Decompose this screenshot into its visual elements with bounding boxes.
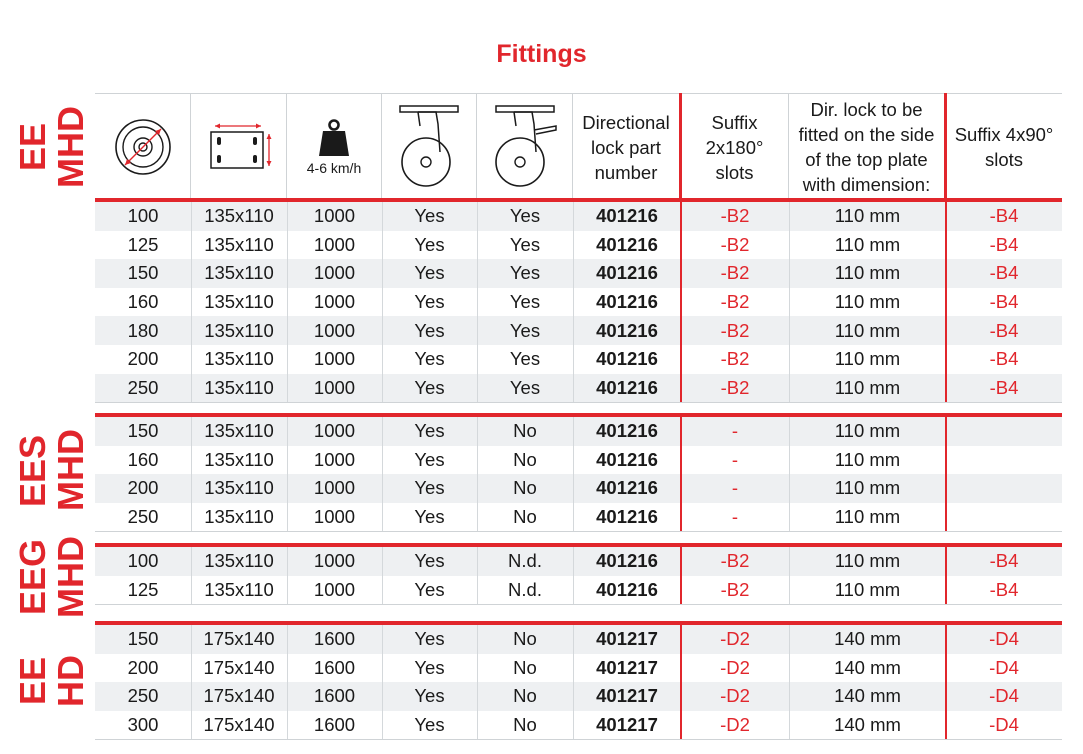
column-separator (680, 417, 682, 531)
column-separator (191, 625, 192, 739)
cell-brake: No (513, 477, 537, 499)
column-separator (789, 202, 790, 402)
column-separator (789, 547, 790, 604)
cell-dir-lock-part: 401216 (596, 348, 658, 370)
column-separator (573, 202, 574, 402)
cell-brake: Yes (509, 348, 541, 370)
cell-load-capacity: 1000 (313, 376, 356, 398)
column-separator (477, 202, 478, 402)
wheel-diameter-icon (113, 117, 173, 177)
cell-suffix-90: -B4 (989, 233, 1019, 255)
cell-wheel-diameter: 160 (127, 448, 159, 470)
cell-brake: N.d. (508, 550, 542, 572)
cell-suffix-180: -B2 (720, 291, 750, 313)
cell-load-capacity: 1600 (313, 656, 356, 678)
cell-brake: No (513, 448, 537, 470)
cell-wheel-diameter: 200 (127, 348, 159, 370)
cell-suffix-90: -B4 (989, 550, 1019, 572)
cell-suffix-90: -D4 (989, 656, 1019, 678)
cell-dir-lock-part: 401216 (596, 291, 658, 313)
column-separator (945, 417, 947, 531)
cell-swivel: Yes (414, 205, 445, 227)
cell-dimension: 140 mm (834, 714, 901, 736)
cell-swivel: Yes (414, 376, 445, 398)
table-row (95, 625, 1062, 654)
header-swivel (382, 93, 477, 201)
column-separator (382, 547, 383, 604)
cell-swivel: Yes (414, 714, 445, 736)
cell-load-capacity: 1600 (313, 714, 356, 736)
cell-swivel: Yes (414, 685, 445, 707)
cell-suffix-90: -D4 (989, 714, 1019, 736)
cell-plate-size: 135x110 (204, 376, 274, 398)
cell-wheel-diameter: 180 (127, 319, 159, 341)
cell-plate-size: 135x110 (204, 420, 274, 442)
cell-suffix-90: -D4 (989, 628, 1019, 650)
cell-plate-size: 175x140 (203, 685, 275, 707)
column-separator (573, 547, 574, 604)
column-separator (191, 547, 192, 604)
cell-dir-lock-part: 401216 (596, 506, 658, 528)
cell-plate-size: 135x110 (204, 233, 274, 255)
cell-swivel: Yes (414, 550, 445, 572)
cell-suffix-180: - (731, 477, 739, 499)
cell-load-capacity: 1000 (313, 262, 356, 284)
cell-suffix-180: -D2 (720, 714, 750, 736)
column-separator (945, 547, 947, 604)
cell-wheel-diameter: 125 (127, 233, 159, 255)
cell-load-capacity: 1000 (313, 550, 356, 572)
cell-suffix-90: -D4 (989, 685, 1019, 707)
cell-dimension: 110 mm (834, 550, 901, 572)
header-load (287, 93, 382, 201)
cell-dir-lock-part: 401216 (596, 448, 658, 470)
column-separator (191, 417, 192, 531)
cell-dir-lock-part: 401216 (596, 550, 658, 572)
cell-plate-size: 135x110 (204, 291, 274, 313)
cell-load-capacity: 1000 (313, 477, 356, 499)
group-bottom-border (95, 531, 1062, 532)
cell-load-capacity: 1000 (313, 348, 356, 370)
table-row (95, 474, 1062, 503)
cell-suffix-90: -B4 (989, 348, 1019, 370)
cell-load-capacity: 1600 (313, 685, 356, 707)
cell-brake: Yes (509, 319, 541, 341)
cell-dimension: 110 mm (834, 578, 901, 600)
cell-plate-size: 175x140 (203, 656, 275, 678)
cell-plate-size: 135x110 (204, 205, 274, 227)
cell-wheel-diameter: 200 (127, 656, 159, 678)
table-row (95, 316, 1062, 345)
table-group (95, 202, 1062, 402)
cell-wheel-diameter: 160 (127, 291, 159, 313)
cell-swivel: Yes (414, 291, 445, 313)
header-suffix-90: Suffix 4x90° slots (954, 124, 1054, 170)
load-speed-label: 4-6 km/h (306, 159, 362, 176)
column-separator (573, 417, 574, 531)
cell-brake: Yes (509, 291, 541, 313)
cell-dir-lock-part: 401216 (596, 262, 658, 284)
cell-dimension: 110 mm (834, 262, 901, 284)
cell-dimension: 140 mm (834, 685, 901, 707)
table-row (95, 654, 1062, 683)
table-header (95, 93, 1062, 201)
column-separator (945, 625, 947, 739)
cell-swivel: Yes (414, 262, 445, 284)
swivel-castor-icon (396, 104, 462, 190)
cell-dimension: 110 mm (834, 376, 901, 398)
column-separator (191, 202, 192, 402)
cell-brake: Yes (509, 233, 541, 255)
cell-brake: Yes (509, 205, 541, 227)
column-separator (477, 417, 478, 531)
cell-plate-size: 135x110 (204, 477, 274, 499)
cell-wheel-diameter: 150 (127, 262, 159, 284)
table-row (95, 547, 1062, 576)
series-label-line1: EEG (12, 538, 53, 616)
cell-suffix-180: -B2 (720, 262, 750, 284)
header-wheel (95, 93, 191, 201)
cell-suffix-180: -D2 (720, 656, 750, 678)
cell-dir-lock-part: 401216 (596, 376, 658, 398)
series-label-line1: EE (12, 656, 53, 706)
cell-swivel: Yes (414, 420, 445, 442)
cell-load-capacity: 1000 (313, 291, 356, 313)
cell-dir-lock-part: 401216 (596, 319, 658, 341)
cell-swivel: Yes (414, 233, 445, 255)
cell-brake: No (513, 714, 537, 736)
series-label (10, 412, 94, 529)
cell-plate-size: 135x110 (204, 448, 274, 470)
cell-load-capacity: 1000 (313, 319, 356, 341)
cell-swivel: Yes (414, 319, 445, 341)
table-row (95, 711, 1062, 740)
cell-swivel: Yes (414, 348, 445, 370)
cell-brake: No (513, 685, 537, 707)
table-row (95, 682, 1062, 711)
cell-suffix-180: -B2 (720, 319, 750, 341)
cell-plate-size: 135x110 (204, 578, 274, 600)
cell-dimension: 110 mm (834, 205, 901, 227)
group-bottom-border (95, 402, 1062, 403)
cell-suffix-180: -B2 (720, 348, 750, 370)
series-label-line2: MHD (50, 106, 91, 188)
cell-load-capacity: 1000 (313, 420, 356, 442)
cell-dir-lock-part: 401216 (596, 578, 658, 600)
table-row (95, 345, 1062, 374)
cell-dimension: 110 mm (834, 291, 901, 313)
column-separator (945, 202, 947, 402)
table-row (95, 202, 1062, 231)
series-label (10, 620, 94, 742)
series-label-line2: HD (50, 655, 91, 707)
table-group (95, 417, 1062, 531)
cell-dimension: 110 mm (834, 506, 901, 528)
page-title: Fittings (496, 40, 587, 68)
cell-brake: Yes (509, 262, 541, 284)
cell-wheel-diameter: 300 (127, 714, 159, 736)
cell-wheel-diameter: 250 (127, 685, 159, 707)
cell-plate-size: 135x110 (204, 506, 274, 528)
cell-load-capacity: 1600 (313, 628, 356, 650)
cell-brake: No (513, 656, 537, 678)
cell-suffix-180: -B2 (720, 376, 750, 398)
cell-dimension: 110 mm (834, 233, 901, 255)
cell-load-capacity: 1000 (313, 578, 356, 600)
series-label-line1: EE (12, 122, 53, 172)
cell-swivel: Yes (414, 448, 445, 470)
series-label (10, 93, 94, 201)
header-plate (191, 93, 287, 201)
table-row (95, 231, 1062, 260)
cell-suffix-90: -B4 (989, 262, 1019, 284)
cell-brake: No (513, 628, 537, 650)
cell-swivel: Yes (414, 477, 445, 499)
cell-load-capacity: 1000 (313, 233, 356, 255)
column-separator (382, 417, 383, 531)
cell-brake: Yes (509, 376, 541, 398)
cell-dir-lock-part: 401216 (596, 233, 658, 255)
column-separator (287, 417, 288, 531)
table-row (95, 288, 1062, 317)
cell-suffix-180: -B2 (720, 205, 750, 227)
cell-plate-size: 135x110 (204, 262, 274, 284)
cell-suffix-180: - (731, 448, 739, 470)
top-plate-dimension-icon (203, 122, 275, 172)
series-label-line2: MHD (50, 429, 91, 512)
cell-dir-lock-part: 401217 (596, 685, 658, 707)
cell-swivel: Yes (414, 506, 445, 528)
cell-swivel: Yes (414, 578, 445, 600)
cell-load-capacity: 1000 (313, 448, 356, 470)
table-group (95, 625, 1062, 739)
series-label-line2: MHD (50, 536, 91, 618)
column-separator (477, 625, 478, 739)
cell-suffix-180: -B2 (720, 550, 750, 572)
cell-dimension: 110 mm (834, 420, 901, 442)
cell-plate-size: 175x140 (203, 628, 275, 650)
header-dimension: Dir. lock to be fitted on the side of the top plate with dimension: (789, 93, 946, 201)
cell-dir-lock-part: 401217 (596, 656, 658, 678)
header-brake (477, 93, 573, 201)
cell-dimension: 110 mm (834, 448, 901, 470)
cell-dir-lock-part: 401217 (596, 714, 658, 736)
cell-wheel-diameter: 125 (127, 578, 159, 600)
cell-suffix-90 (946, 417, 1062, 446)
cell-dimension: 140 mm (834, 656, 901, 678)
cell-suffix-180: -B2 (720, 233, 750, 255)
cell-suffix-180: -D2 (720, 685, 750, 707)
cell-suffix-90: -B4 (989, 578, 1019, 600)
cell-dimension: 110 mm (834, 477, 901, 499)
cell-dir-lock-part: 401216 (596, 205, 658, 227)
cell-suffix-90: -B4 (989, 319, 1019, 341)
table-row (95, 503, 1062, 532)
cell-suffix-90: -B4 (989, 205, 1019, 227)
cell-suffix-90: -B4 (989, 291, 1019, 313)
weight-load-icon (316, 119, 352, 157)
table-group (95, 547, 1062, 604)
header-suffix-180: Suffix 2x180° slots (681, 93, 789, 201)
cell-swivel: Yes (414, 656, 445, 678)
cell-dir-lock-part: 401217 (596, 628, 658, 650)
cell-dimension: 110 mm (834, 348, 901, 370)
table-row (95, 446, 1062, 475)
cell-plate-size: 135x110 (204, 550, 274, 572)
cell-suffix-180: -D2 (720, 628, 750, 650)
table-row (95, 374, 1062, 403)
column-separator (382, 202, 383, 402)
cell-wheel-diameter: 250 (127, 506, 159, 528)
column-separator (680, 625, 682, 739)
cell-swivel: Yes (414, 628, 445, 650)
cell-wheel-diameter: 250 (127, 376, 159, 398)
column-separator (287, 625, 288, 739)
cell-wheel-diameter: 100 (127, 205, 159, 227)
cell-suffix-180: - (731, 506, 739, 528)
table-row (95, 417, 1062, 446)
cell-plate-size: 135x110 (204, 319, 274, 341)
cell-plate-size: 175x140 (203, 714, 275, 736)
column-separator (382, 625, 383, 739)
cell-brake: N.d. (508, 578, 542, 600)
table-row (95, 259, 1062, 288)
cell-suffix-180: - (731, 420, 739, 442)
cell-suffix-180: -B2 (720, 578, 750, 600)
column-separator (789, 625, 790, 739)
cell-wheel-diameter: 200 (127, 477, 159, 499)
header-dir-lock: Directional lock part number (573, 93, 681, 201)
column-separator (287, 547, 288, 604)
cell-plate-size: 135x110 (204, 348, 274, 370)
table-row (95, 576, 1062, 605)
column-separator (573, 625, 574, 739)
cell-dimension: 110 mm (834, 319, 901, 341)
swivel-castor-with-brake-icon (490, 104, 560, 190)
cell-suffix-90 (946, 446, 1062, 475)
group-bottom-border (95, 604, 1062, 605)
cell-wheel-diameter: 150 (127, 628, 159, 650)
cell-brake: No (513, 420, 537, 442)
column-separator (789, 417, 790, 531)
cell-wheel-diameter: 100 (127, 550, 159, 572)
cell-dimension: 140 mm (834, 628, 901, 650)
header-red-separator (945, 93, 947, 198)
series-label-line1: EES (12, 434, 53, 507)
cell-suffix-90 (946, 503, 1062, 532)
cell-wheel-diameter: 150 (127, 420, 159, 442)
column-separator (680, 547, 682, 604)
group-bottom-border (95, 739, 1062, 740)
column-separator (287, 202, 288, 402)
cell-dir-lock-part: 401216 (596, 477, 658, 499)
cell-suffix-90 (946, 474, 1062, 503)
cell-load-capacity: 1000 (313, 205, 356, 227)
header-red-separator (680, 93, 682, 198)
cell-load-capacity: 1000 (313, 506, 356, 528)
cell-suffix-90: -B4 (989, 376, 1019, 398)
cell-brake: No (513, 506, 537, 528)
column-separator (680, 202, 682, 402)
column-separator (477, 547, 478, 604)
cell-dir-lock-part: 401216 (596, 420, 658, 442)
series-label (10, 534, 94, 620)
